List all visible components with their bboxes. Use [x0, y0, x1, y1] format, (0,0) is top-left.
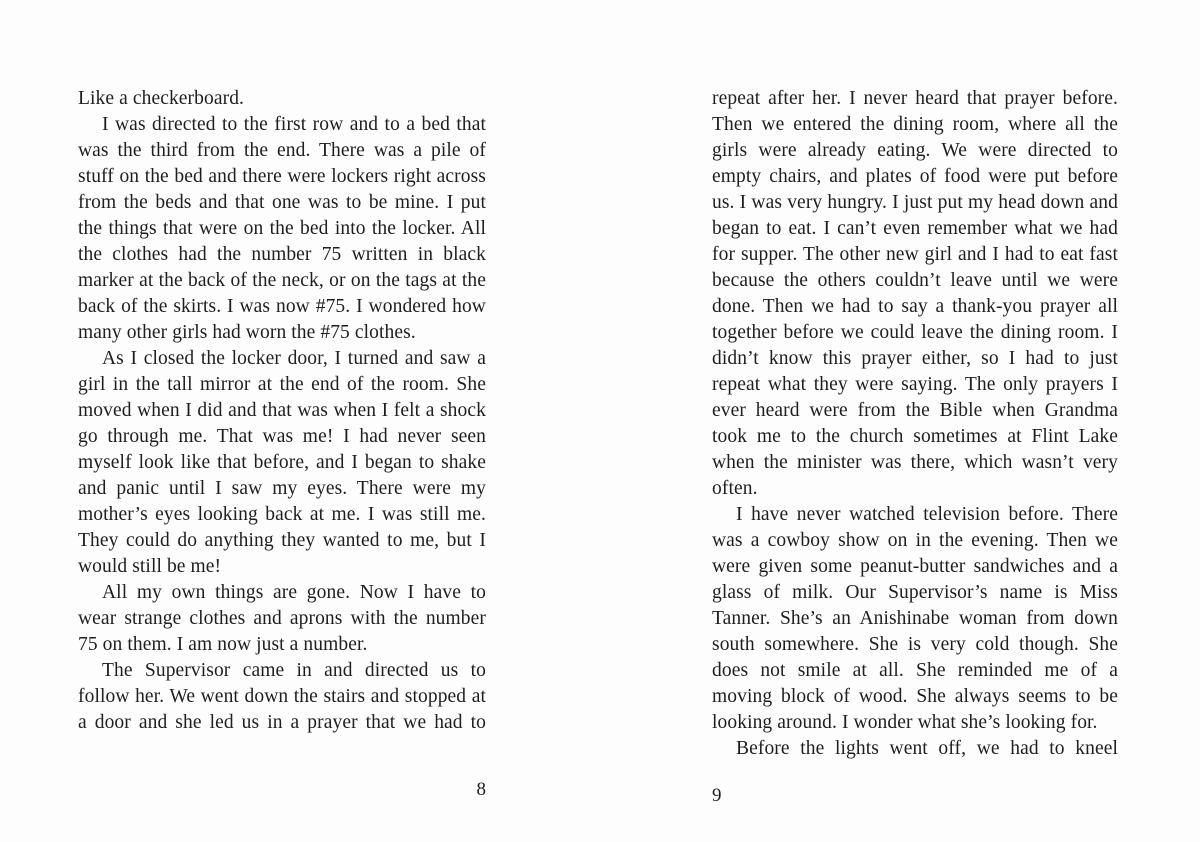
left-page-text: [78, 86, 486, 736]
page-number-left: 8: [476, 779, 486, 800]
paragraph: I was directed to the first row and to a bed that was the third from the end. There was a pile of stuff on the bed and there were lockers right across from the beds and that one was to be mine. I put the things that were on the bed into the locker. All the clothes had the number 75 written in black marker at the back of the neck, or on the tags at the back of the skirts. I was now #75. I wondered how many other girls had worn the #75 clothes.: [78, 114, 486, 343]
paragraph: The Supervisor came in and directed us to follow her. We went down the stairs and stopped at a door and she led us in a prayer that we had to: [78, 660, 486, 733]
paragraph: repeat after her. I never heard that prayer before. Then we entered the dining room, where all the girls were already eating. We were directed to empty chairs, and plates of food were put before us. I was very hungry. I just put my head down and began to eat. I can’t even remember what we had for supper. The other new girl and I had to eat fast because the others couldn’t leave until we were done. Then we had to say a thank-you prayer all together before we could leave the dining room. I didn’t know this prayer either, so I had to just repeat what they were saying. The only prayers I ever heard were from the Bible when Grandma took me to the church sometimes at Flint Lake when the minister was there, which wasn’t very often.: [712, 88, 1118, 499]
paragraph: All my own things are gone. Now I have to wear strange clothes and aprons with the number 75 on them. I am now just a number.: [78, 582, 486, 655]
right-page-text: [712, 86, 1118, 762]
paragraph: Like a checkerboard.: [78, 88, 245, 109]
paragraph: I have never watched television before. There was a cowboy show on in the evening. Then we were given some peanut-butter sandwiches and a glass of milk. Our Supervisor’s name is Miss Tanner. She’s an Anishinabe woman from down south somewhere. She is very cold though. She does not smile at all. She reminded me of a moving block of wood. She always seems to be looking around. I wonder what she’s looking for.: [712, 504, 1118, 733]
paragraph: Before the lights went off, we had to kneel: [736, 738, 1118, 759]
page-number-right: 9: [712, 785, 722, 806]
paragraph: As I closed the locker door, I turned and saw a girl in the tall mirror at the end of the room. She moved when I did and that was when I felt a shock go through me. That was me! I had never seen myself look like that before, and I began to shake and panic until I saw my eyes. There were my mother’s eyes looking back at me. I was still me. They could do anything they wanted to me, but I would still be me!: [78, 348, 486, 577]
